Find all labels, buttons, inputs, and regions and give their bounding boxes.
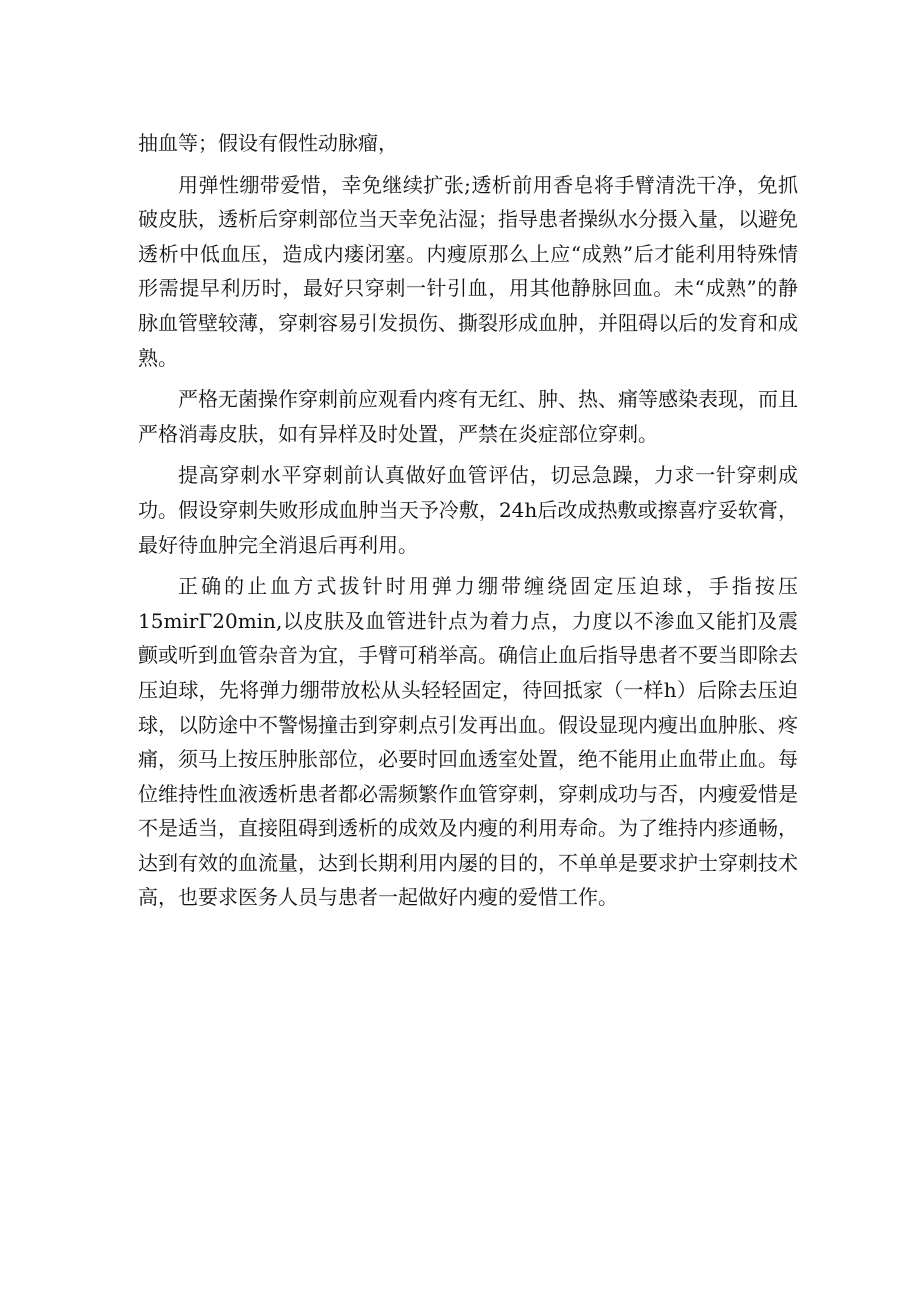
- paragraph-3: 严格无菌操作穿刺前应观看内疼有无红、肿、热、痛等感染表现，而且严格消毒皮肤，如有异样及时处置，严禁在炎症部位穿刺。: [138, 387, 798, 446]
- paragraph-2: 用弹性绷带爱惜，幸免继续扩张;透析前用香皂将手臂清洗干净，免抓破皮肤，透析后穿刺部位当天幸免沾湿；指导患者操纵水分摄入量，以避免透析中低血压，造成内瘘闭塞。内瘦原那么上应“成熟”后才能利用特殊情形需提早利历时，最好只穿刺一针引血，用其他静脉回血。未“成熟”的静脉血管壁较薄，穿刺容易引发损伤、撕裂形成血肿，并阻碍以后的发育和成熟。: [138, 172, 798, 370]
- paragraph-1: 抽血等；假设有假性动脉瘤，: [138, 131, 398, 155]
- paragraph-4: 提高穿刺水平穿刺前认真做好血管评估，切忌急躁，力求一针穿刺成功。假设穿刺失败形成血肿当天予冷敷，24h后改成热敷或擦喜疗妥软膏，最好待血肿完全消退后再利用。: [138, 463, 798, 557]
- paragraph-5: 正确的止血方式拔针时用弹力绷带缠绕固定压迫球，手指按压15mirΓ20min,以皮肤及血管进针点为着力点，力度以不渗血又能扪及震颤或听到血管杂音为宜，手臂可稍举高。确信止血后指导患者不要当即除去压迫球，先将弹力绷带放松从头轻轻固定，待回抵家（一样h）后除去压迫球，以防途中不警惕撞击到穿刺点引发再出血。假设显现内瘦出血肿胀、疼痛，须马上按压肿胀部位，必要时回血透室处置，绝不能用止血带止血。每位维持性血液透析患者都必需频繁作血管穿刺，穿刺成功与否，内瘦爱惜是不是适当，直接阻碍到透析的成效及内瘦的利用寿命。为了维持内疹通畅，达到有效的血流量，达到长期利用内屡的目的，不单单是要求护士穿刺技术高，也要求医务人员与患者一起做好内瘦的爱惜工作。: [138, 574, 798, 910]
- document-body: [138, 126, 798, 922]
